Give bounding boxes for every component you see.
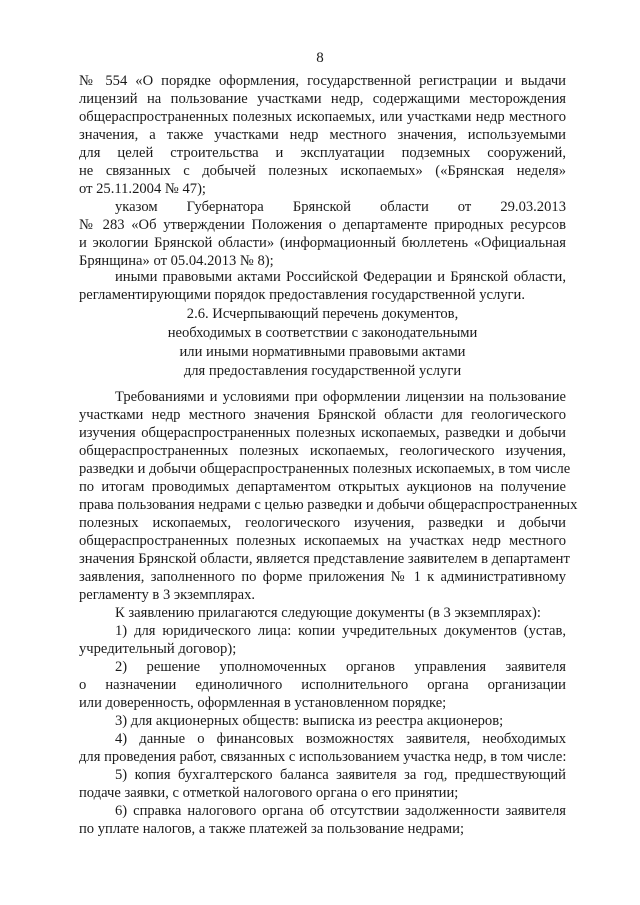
paragraph-attachments-intro [79, 604, 566, 622]
list-item-4 [79, 730, 566, 766]
list-item-5 [79, 766, 566, 802]
text-line: по уплате налогов, а также платежей за пользование недрами; [79, 821, 465, 837]
text-line: 3) для акционерных обществ: выписка из реестра акционеров; [115, 713, 504, 729]
text-line: общераспространенных полезных ископаемых на участках недр местного [79, 533, 566, 549]
section-heading-2-6 [79, 305, 566, 381]
text-line: полезных ископаемых, геологического изучения, разведки и добычи [79, 515, 566, 531]
text-line: для проведения работ, связанных с использованием участка недр, в том числе: [79, 749, 567, 765]
text-line: № 283 «Об утверждении Положения о департаменте природных ресурсов [79, 217, 566, 233]
paragraph-requirements [79, 388, 578, 604]
text-line: о назначении единоличного исполнительного органа организации [79, 677, 566, 693]
list-item-1 [79, 622, 566, 658]
text-line: общераспространенных полезных ископаемых, или участками недр местного [79, 109, 566, 125]
page-number: 8 [316, 50, 324, 66]
text-line: или доверенность, оформленная в установленном порядке; [79, 695, 447, 711]
text-line: указом Губернатора Брянской области от 29.03.2013 [115, 199, 566, 215]
text-line: участками недр местного значения Брянской области для геологического [79, 407, 566, 423]
text-line: общераспространенных полезных ископаемых, геологического изучения, [79, 443, 566, 459]
heading-line: 2.6. Исчерпывающий перечень документов, [186, 306, 459, 322]
paragraph-law-554 [79, 72, 566, 198]
heading-line: или иными нормативными правовыми актами [179, 344, 466, 360]
list-item-3 [79, 712, 566, 730]
text-line: 6) справка налогового органа об отсутствии задолженности заявителя [115, 803, 566, 819]
text-line: лицензий на пользование участками недр, содержащими месторождения [79, 91, 566, 107]
text-line: учредительный договор); [79, 641, 237, 657]
text-line: значения Брянской области, является представление заявителем в департамент [79, 551, 570, 567]
text-line: и экологии Брянской области» (информационный бюллетень «Официальная [79, 235, 566, 251]
text-line: К заявлению прилагаются следующие документы (в 3 экземплярах): [115, 605, 541, 621]
text-line: Брянщина» от 05.04.2013 № 8); [79, 253, 274, 269]
text-line: Требованиями и условиями при оформлении лицензии на пользование [115, 389, 566, 405]
text-line: иными правовыми актами Российской Федерации и Брянской области, [115, 269, 566, 285]
text-line: заявления, заполненного по форме приложения № 1 к административному [79, 569, 566, 585]
text-line: 5) копия бухгалтерского баланса заявителя за год, предшествующий [115, 767, 566, 783]
text-line: права пользования недрами с целью разведки и добычи общераспространенных [79, 497, 578, 513]
text-line: не связанных с добычей полезных ископаемых» («Брянская неделя» [79, 163, 566, 179]
list-item-6 [79, 802, 566, 838]
text-line: № 554 «О порядке оформления, государственной регистрации и выдачи [79, 73, 566, 89]
text-line: 4) данные о финансовых возможностях заявителя, необходимых [115, 731, 566, 747]
paragraph-decree-283 [79, 198, 566, 270]
text-line: изучения общераспространенных полезных ископаемых, разведки и добычи [79, 425, 566, 441]
list-item-2 [79, 658, 566, 712]
text-line: регламентирующими порядок предоставления государственной услуги. [79, 287, 525, 303]
heading-line: необходимых в соответствии с законодательными [167, 325, 478, 341]
text-line: подаче заявки, с отметкой налогового органа о его принятии; [79, 785, 459, 801]
text-line: разведки и добычи общераспространенных полезных ископаемых, в том числе [79, 461, 571, 477]
paragraph-other-acts [79, 268, 566, 304]
heading-line: для предоставления государственной услуги [183, 363, 462, 379]
text-line: для целей строительства и эксплуатации подземных сооружений, [79, 145, 566, 161]
text-line: 2) решение уполномоченных органов управления заявителя [115, 659, 566, 675]
text-line: значения, а также участками недр местного значения, используемыми [79, 127, 566, 143]
text-line: регламенту в 3 экземплярах. [79, 587, 256, 603]
text-line: по итогам проводимых департаментом открытых аукционов на получение [79, 479, 566, 495]
text-line: 1) для юридического лица: копии учредительных документов (устав, [115, 623, 566, 639]
text-line: от 25.11.2004 № 47); [79, 181, 206, 197]
